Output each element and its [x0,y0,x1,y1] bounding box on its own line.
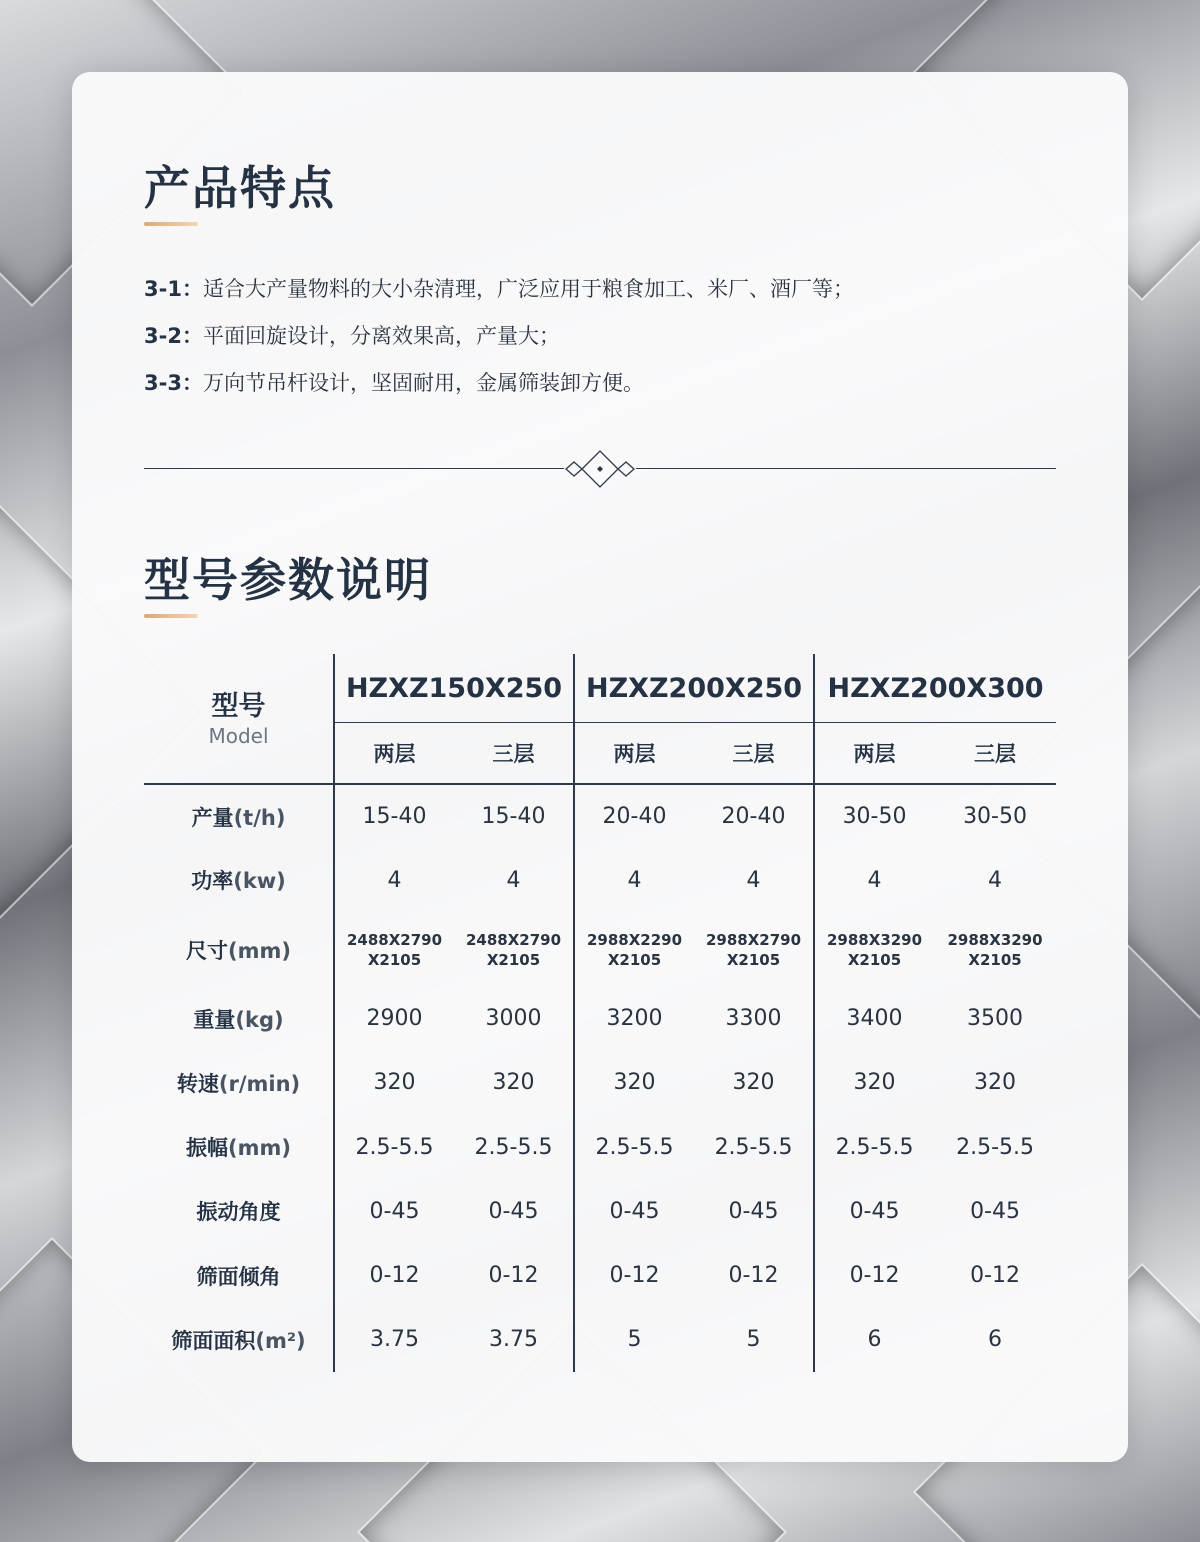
row-label-unit: (t/h) [233,805,286,830]
table-cell: 0-12 [574,1243,694,1307]
table-cell-line: X2105 [726,950,781,969]
table-cell-line: X2105 [847,950,902,969]
table-cell: 2.5-5.5 [474,1134,553,1160]
table-cell: 320 [492,1070,535,1096]
table-cell [454,912,574,986]
table-row [144,912,1056,986]
table-cell-line: 2488X2790 [346,930,443,949]
layer-header-cell: 三层 [694,723,814,785]
row-label [144,848,334,912]
table-cell-line: X2105 [607,950,662,969]
table-cell: 2.5-5.5 [574,1115,694,1179]
model-name-cell: HZXZ150X250 [334,654,574,723]
divider-line-right [636,468,1056,469]
table-cell: 30-50 [963,804,1027,830]
row-label-unit: (m²) [255,1328,306,1353]
row-label-unit: (kw) [233,869,286,894]
features-title-underline [144,222,198,226]
table-cell: 15-40 [481,804,546,830]
feature-item [144,266,1064,313]
table-cell: 320 [732,1070,775,1096]
table-cell: 0-12 [728,1263,779,1289]
table-cell: 3400 [814,987,934,1051]
feature-number: 3-2： [144,324,203,348]
table-cell-line: 2488X2790 [465,930,562,949]
table-cell: 0-12 [488,1263,539,1289]
row-label [144,784,334,848]
table-cell: 0-45 [970,1198,1020,1224]
row-label [144,912,334,986]
table-cell-line: 2988X2790 [705,930,802,949]
row-label-name: 振动角度 [196,1200,281,1225]
table-cell: 6 [988,1327,1003,1353]
row-label-name: 功率 [191,869,234,894]
spec-table-header [144,654,1056,784]
feature-number: 3-3： [144,371,203,395]
model-label: 型号 [211,690,266,722]
feature-number: 3-1： [144,277,203,301]
row-label-name: 筛面倾角 [196,1264,281,1289]
table-cell-line: 2988X2290 [586,930,683,949]
table-cell: 4 [574,848,694,912]
diamond-ornament-icon [560,446,640,492]
table-cell: 3200 [574,987,694,1051]
table-cell [694,912,814,986]
table-cell-line: X2105 [486,950,541,969]
table-cell: 5 [746,1327,761,1353]
table-cell: 4 [814,848,934,912]
table-cell-line: X2105 [968,950,1022,969]
table-cell [814,912,934,986]
table-row [144,987,1056,1051]
table-cell: 0-45 [574,1179,694,1243]
model-name-cell: HZXZ200X300 [814,654,1056,723]
table-cell: 20-40 [721,804,786,830]
row-label [144,987,334,1051]
table-cell: 4 [988,867,1003,893]
layer-header-cell: 两层 [574,723,694,785]
table-cell: 2.5-5.5 [355,1134,434,1160]
row-label-name: 产量 [191,805,234,830]
table-cell: 3500 [967,1006,1024,1032]
table-row [144,1243,1056,1307]
table-cell: 4 [387,867,402,893]
table-cell: 0-12 [814,1243,934,1307]
table-cell: 3.75 [370,1327,419,1353]
layer-header-cell: 两层 [814,723,934,785]
row-label-unit: (kg) [235,1007,284,1032]
table-row [144,1051,1056,1115]
divider-line-left [144,468,564,469]
table-cell-line: 2988X3290 [827,930,923,949]
table-cell: 0-45 [369,1198,420,1224]
table-cell: 2.5-5.5 [714,1134,793,1160]
table-cell: 0-45 [488,1198,539,1224]
row-label-unit: (mm) [228,938,291,963]
table-row [144,1308,1056,1372]
row-label-name: 重量 [193,1007,236,1032]
table-cell: 30-50 [814,784,934,848]
layer-header-cell: 三层 [934,723,1056,785]
table-cell: 4 [746,867,761,893]
features-title: 产品特点 [144,161,336,215]
table-row [144,848,1056,912]
model-label-en: Model [208,723,269,748]
table-cell: 0-45 [814,1179,934,1243]
table-cell [934,912,1056,986]
table-cell: 6 [814,1308,934,1372]
table-cell: 2.5-5.5 [956,1134,1034,1160]
table-cell: 3300 [725,1006,782,1032]
feature-item [144,313,1064,360]
spec-table-body [144,784,1056,1372]
table-cell: 5 [574,1308,694,1372]
specs-title: 型号参数说明 [144,553,432,607]
table-cell: 0-12 [970,1263,1020,1289]
row-label [144,1308,334,1372]
section-divider [144,446,1056,492]
content-card [72,72,1128,1462]
row-label-name: 尺寸 [186,938,229,963]
feature-item [144,360,1064,407]
feature-text: 万向节吊杆设计，坚固耐用，金属筛装卸方便。 [202,371,644,395]
table-row [144,784,1056,848]
table-cell: 3.75 [489,1327,538,1353]
row-label [144,1179,334,1243]
row-label-unit: (mm) [228,1136,291,1161]
layer-header-cell: 三层 [454,723,574,785]
table-cell-line: X2105 [367,950,422,969]
specs-title-underline [144,614,198,618]
table-cell [334,912,454,986]
table-cell: 4 [506,867,521,893]
table-cell: 20-40 [574,784,694,848]
table-cell: 2900 [366,1006,423,1032]
table-cell: 0-12 [369,1263,420,1289]
table-cell-line: 2988X3290 [947,930,1043,949]
table-cell: 0-45 [728,1198,779,1224]
model-name-cell: HZXZ200X250 [574,654,814,723]
table-row [144,1179,1056,1243]
features-list [144,266,1064,407]
row-label [144,1051,334,1115]
table-row [144,1115,1056,1179]
row-label [144,1243,334,1307]
model-header-cell [144,654,334,784]
table-cell: 320 [974,1070,1017,1096]
feature-text: 平面回旋设计，分离效果高，产量大； [202,324,560,348]
table-cell: 320 [814,1051,934,1115]
row-label [144,1115,334,1179]
table-cell: 3000 [485,1006,542,1032]
spec-table [144,654,1056,1372]
layer-header-cell: 两层 [334,723,454,785]
table-cell: 320 [373,1070,416,1096]
table-cell: 2.5-5.5 [814,1115,934,1179]
table-cell: 15-40 [362,804,427,830]
row-label-name: 转速 [176,1071,219,1096]
feature-text: 适合大产量物料的大小杂清理，广泛应用于粮食加工、米厂、酒厂等； [202,277,854,301]
table-cell [574,912,694,986]
row-label-name: 筛面面积 [171,1328,256,1353]
table-cell: 320 [574,1051,694,1115]
row-label-name: 振幅 [186,1136,229,1161]
row-label-unit: (r/min) [218,1071,301,1096]
